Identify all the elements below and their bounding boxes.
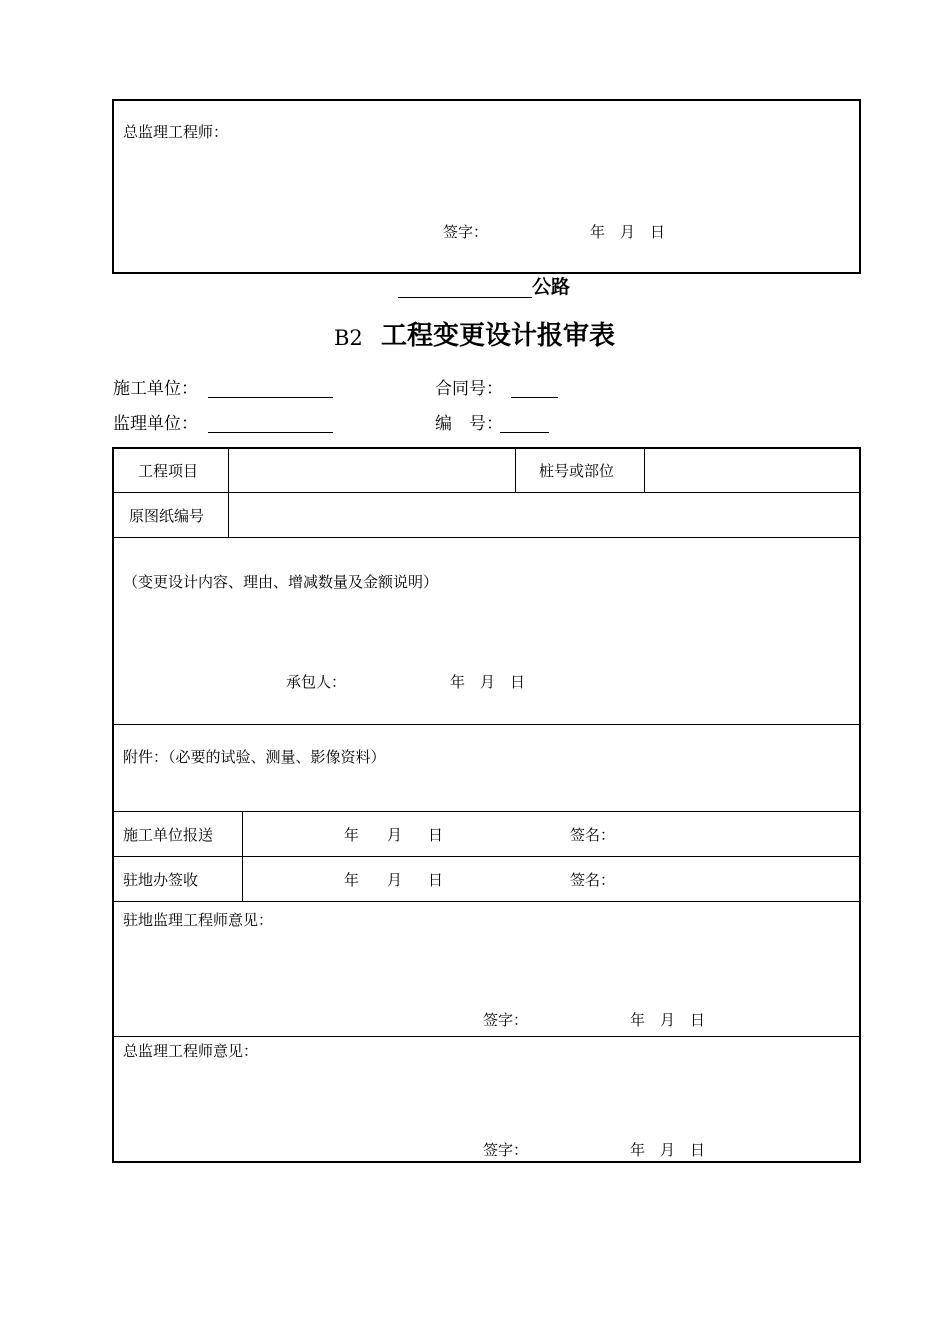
receive-day: 日 xyxy=(428,871,444,889)
resident-year: 年 xyxy=(630,1011,646,1029)
attachment-area[interactable] xyxy=(115,770,858,808)
serial-no-field[interactable] xyxy=(500,432,549,433)
construction-unit-field[interactable] xyxy=(208,397,333,398)
road-name-underline[interactable] xyxy=(398,297,532,298)
top-year: 年 xyxy=(590,223,606,241)
resident-sign-label: 签字： xyxy=(483,1011,529,1029)
contractor-day: 日 xyxy=(510,673,526,691)
serial-no-label: 编 号： xyxy=(435,414,503,434)
form-code: B2 xyxy=(334,326,363,350)
contract-no-label: 合同号： xyxy=(435,379,503,399)
page-title: 工程变更设计报审表 xyxy=(381,321,616,351)
chief-engineer-opinion-area[interactable] xyxy=(115,1064,858,1134)
station-field[interactable] xyxy=(646,450,858,491)
contractor-month: 月 xyxy=(480,673,496,691)
receive-label: 驻地办签收 xyxy=(123,871,199,889)
resident-engineer-opinion-label: 驻地监理工程师意见： xyxy=(123,911,274,929)
top-sign-label: 签字： xyxy=(443,223,489,241)
station-label: 桩号或部位 xyxy=(539,462,615,480)
project-item-field[interactable] xyxy=(230,450,514,491)
chief-engineer-opinion-label: 总监理工程师意见： xyxy=(123,1042,259,1060)
submit-month: 月 xyxy=(387,826,403,844)
receive-month: 月 xyxy=(387,871,403,889)
contract-no-field[interactable] xyxy=(511,397,558,398)
chief-month: 月 xyxy=(660,1141,676,1159)
top-day: 日 xyxy=(650,223,666,241)
contractor-label: 承包人： xyxy=(286,673,347,691)
resident-day: 日 xyxy=(690,1011,706,1029)
submit-label: 施工单位报送 xyxy=(123,826,214,844)
supervision-unit-label: 监理单位： xyxy=(113,414,198,434)
submit-sign-label: 签名： xyxy=(570,826,616,844)
drawing-no-field[interactable] xyxy=(230,494,858,536)
receive-sign-label: 签名： xyxy=(570,871,616,889)
submit-year: 年 xyxy=(344,826,360,844)
change-description-area[interactable] xyxy=(115,595,858,665)
chief-sign-label: 签字： xyxy=(483,1141,529,1159)
change-description-hint: （变更设计内容、理由、增减数量及金额说明） xyxy=(123,573,439,591)
chief-day: 日 xyxy=(690,1141,706,1159)
submit-day: 日 xyxy=(428,826,444,844)
project-item-label: 工程项目 xyxy=(138,462,199,480)
chief-year: 年 xyxy=(630,1141,646,1159)
top-month: 月 xyxy=(620,223,636,241)
resident-month: 月 xyxy=(660,1011,676,1029)
supervision-unit-field[interactable] xyxy=(208,432,333,433)
drawing-no-label: 原图纸编号 xyxy=(129,507,205,525)
road-suffix: 公路 xyxy=(532,276,571,298)
top-chief-engineer-label: 总监理工程师： xyxy=(123,123,229,141)
contractor-year: 年 xyxy=(450,673,466,691)
attachment-label: 附件：（必要的试验、测量、影像资料） xyxy=(123,748,386,766)
construction-unit-label: 施工单位： xyxy=(113,379,198,399)
receive-year: 年 xyxy=(344,871,360,889)
resident-engineer-opinion-area[interactable] xyxy=(115,933,858,1003)
